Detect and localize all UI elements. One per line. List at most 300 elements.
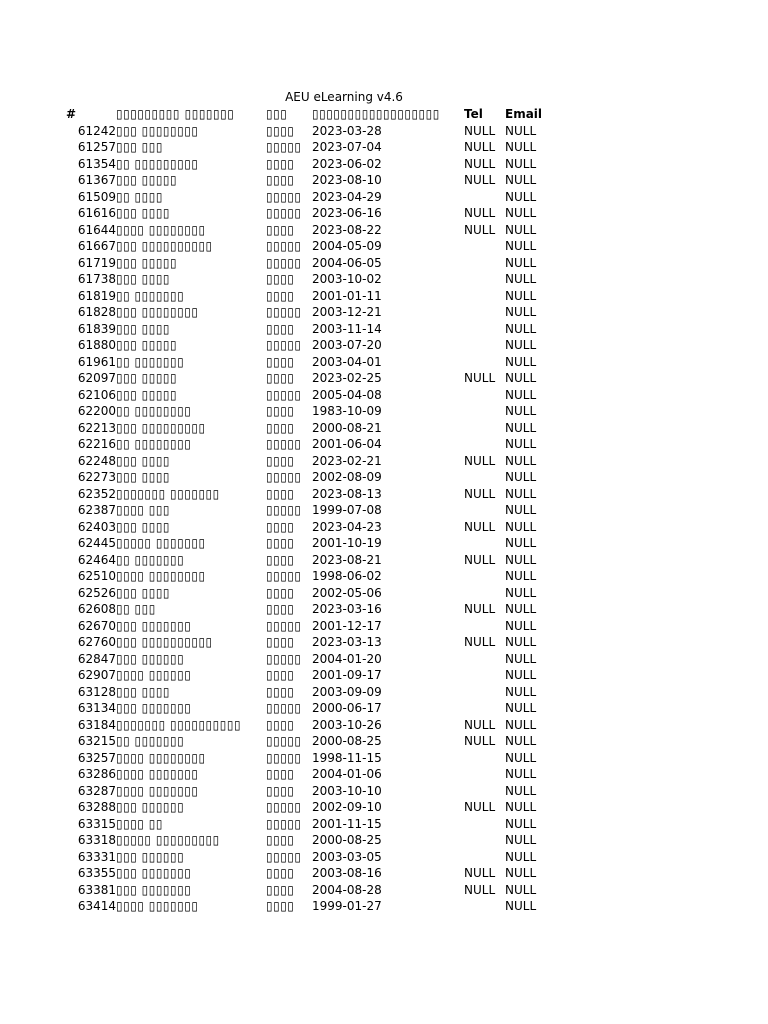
cell-email: NULL (505, 222, 537, 237)
cell-gender: ▯▯▯▯ (266, 585, 295, 600)
cell-gender: ▯▯▯▯▯ (266, 849, 302, 864)
cell-gender: ▯▯▯▯ (266, 635, 295, 649)
cell-date: 2000-08-21 (312, 420, 382, 435)
cell-tel: NULL (464, 173, 496, 187)
table-row (66, 420, 555, 437)
cell-id: 62403 (77, 519, 116, 534)
cell-email: NULL (505, 437, 537, 451)
cell-gender: ▯▯▯▯ (266, 222, 295, 237)
table-row (66, 783, 555, 800)
cell-gender: ▯▯▯▯ (266, 156, 295, 171)
cell-email: NULL (505, 569, 537, 583)
cell-gender: ▯▯▯▯ (266, 668, 295, 682)
cell-date: 2023-07-04 (312, 140, 382, 154)
table-row (66, 832, 555, 849)
cell-name: ▯▯▯ ▯▯▯▯▯▯▯ (116, 618, 192, 633)
cell-tel: NULL (464, 552, 496, 567)
cell-tel (464, 304, 505, 321)
cell-date: 2023-03-13 (312, 635, 382, 649)
cell-gender: ▯▯▯▯ (266, 767, 295, 781)
cell-name: ▯▯ ▯▯▯▯▯▯▯ (116, 354, 185, 369)
cell-email: NULL (505, 618, 537, 633)
table-row (66, 156, 555, 173)
cell-id: 61719 (77, 255, 116, 270)
cell-date: 2001-06-04 (312, 437, 382, 451)
cell-gender: ▯▯▯▯ (266, 173, 295, 187)
table-row (66, 717, 555, 734)
cell-id: 62670 (77, 618, 116, 633)
cell-id: 62213 (77, 420, 116, 435)
cell-name: ▯▯▯ ▯▯▯▯ (116, 321, 171, 336)
cell-date: 2023-03-16 (312, 602, 382, 616)
cell-email: NULL (505, 140, 537, 154)
cell-name: ▯▯▯▯ ▯▯▯▯▯▯▯▯ (116, 569, 206, 583)
cell-gender: ▯▯▯▯ (266, 717, 295, 732)
table-row (66, 733, 555, 750)
cell-id: 63134 (77, 701, 116, 715)
cell-id: 62352 (77, 486, 116, 501)
cell-gender: ▯▯▯▯ (266, 371, 295, 385)
cell-date: 2023-02-21 (312, 453, 382, 468)
cell-date: 2023-06-02 (312, 156, 382, 171)
cell-id: 62248 (77, 453, 116, 468)
cell-date: 1983-10-09 (312, 404, 382, 418)
cell-id: 63331 (77, 849, 116, 864)
cell-id: 61616 (77, 206, 116, 220)
cell-email: NULL (505, 189, 537, 204)
cell-gender: ▯▯▯▯ (266, 354, 295, 369)
cell-gender: ▯▯▯▯▯ (266, 750, 302, 765)
cell-tel (464, 255, 505, 272)
cell-id: 61839 (77, 321, 116, 336)
cell-gender: ▯▯▯▯▯ (266, 189, 302, 204)
cell-name: ▯▯▯ ▯▯▯▯▯▯▯▯▯▯ (116, 239, 213, 253)
cell-date: 2003-07-20 (312, 338, 382, 352)
cell-email: NULL (505, 536, 537, 550)
cell-email: NULL (505, 882, 537, 897)
table-row (66, 651, 555, 668)
cell-date: 2000-08-25 (312, 833, 382, 847)
cell-id: 61961 (77, 354, 116, 369)
table-row (66, 865, 555, 882)
table-row (66, 123, 555, 140)
cell-email: NULL (505, 305, 537, 319)
cell-date: 2023-02-25 (312, 371, 382, 385)
table-row (66, 321, 555, 338)
cell-email: NULL (505, 404, 537, 418)
cell-email: NULL (505, 486, 537, 501)
table-row (66, 255, 555, 272)
cell-name: ▯▯▯ ▯▯▯▯▯ (116, 387, 178, 402)
cell-gender: ▯▯▯▯▯ (266, 503, 302, 517)
cell-tel: NULL (464, 123, 496, 138)
cell-email: NULL (505, 767, 537, 781)
column-header-gender: ▯▯▯ (266, 107, 288, 121)
cell-tel (464, 700, 505, 717)
table-row (66, 585, 555, 602)
table-row (66, 486, 555, 503)
cell-id: 61828 (77, 305, 116, 319)
table-row (66, 634, 555, 651)
cell-email: NULL (505, 123, 537, 138)
column-header-id: # (66, 107, 77, 121)
cell-date: 2003-10-10 (312, 783, 382, 798)
cell-name: ▯▯▯ ▯▯▯▯ (116, 684, 171, 699)
cell-email: NULL (505, 833, 537, 847)
column-header-email: Email (505, 107, 543, 121)
cell-id: 61509 (77, 189, 116, 204)
cell-email: NULL (505, 899, 537, 913)
cell-email: NULL (505, 701, 537, 715)
cell-name: ▯▯▯▯▯▯▯ ▯▯▯▯▯▯▯▯▯▯ (116, 717, 242, 732)
cell-date: 1998-06-02 (312, 569, 382, 583)
table-row (66, 816, 555, 833)
cell-id: 62273 (77, 470, 116, 484)
cell-name: ▯▯▯ ▯▯▯▯▯▯▯▯ (116, 305, 199, 319)
cell-gender: ▯▯▯▯▯ (266, 701, 302, 715)
cell-gender: ▯▯▯▯▯ (266, 651, 302, 666)
cell-gender: ▯▯▯▯▯ (266, 305, 302, 319)
cell-id: 61738 (77, 272, 116, 286)
table-row (66, 618, 555, 635)
cell-gender: ▯▯▯▯ (266, 123, 295, 138)
cell-email: NULL (505, 849, 537, 864)
cell-tel: NULL (464, 453, 496, 468)
cell-email: NULL (505, 750, 537, 765)
cell-tel: NULL (464, 717, 496, 732)
cell-tel: NULL (464, 206, 496, 220)
cell-tel: NULL (464, 371, 496, 385)
cell-date: 2023-08-13 (312, 486, 382, 501)
cell-id: 62760 (77, 635, 116, 649)
table-row (66, 271, 555, 288)
cell-email: NULL (505, 552, 537, 567)
cell-gender: ▯▯▯▯▯ (266, 800, 302, 814)
cell-name: ▯▯▯ ▯▯▯▯▯▯▯▯▯ (116, 420, 206, 435)
cell-name: ▯▯▯▯ ▯▯▯▯▯▯▯ (116, 767, 199, 781)
cell-tel (464, 618, 505, 635)
table-row (66, 667, 555, 684)
cell-email: NULL (505, 387, 537, 402)
cell-email: NULL (505, 470, 537, 484)
table-row (66, 403, 555, 420)
cell-date: 2003-10-02 (312, 272, 382, 286)
cell-date: 2002-09-10 (312, 800, 382, 814)
cell-id: 63381 (77, 882, 116, 897)
cell-email: NULL (505, 503, 537, 517)
table-row (66, 354, 555, 371)
cell-gender: ▯▯▯▯▯ (266, 734, 302, 748)
table-row (66, 304, 555, 321)
cell-email: NULL (505, 866, 537, 880)
cell-tel (464, 354, 505, 371)
cell-email: NULL (505, 338, 537, 352)
table-row (66, 601, 555, 618)
cell-gender: ▯▯▯▯ (266, 519, 295, 534)
cell-id: 61667 (77, 239, 116, 253)
cell-date: 1999-07-08 (312, 503, 382, 517)
cell-date: 2003-11-14 (312, 321, 382, 336)
cell-tel (464, 271, 505, 288)
cell-date: 2003-08-16 (312, 866, 382, 880)
cell-email: NULL (505, 602, 537, 616)
cell-name: ▯▯ ▯▯▯▯▯▯▯▯▯ (116, 156, 199, 171)
cell-tel (464, 238, 505, 255)
cell-name: ▯▯▯ ▯▯▯▯ (116, 470, 171, 484)
table-row (66, 535, 555, 552)
cell-email: NULL (505, 420, 537, 435)
cell-email: NULL (505, 635, 537, 649)
cell-tel: NULL (464, 635, 496, 649)
cell-id: 62847 (77, 651, 116, 666)
cell-email: NULL (505, 800, 537, 814)
table-row (66, 222, 555, 239)
cell-email: NULL (505, 651, 537, 666)
cell-tel (464, 651, 505, 668)
report-title: AEU eLearning v4.6 (285, 90, 403, 104)
cell-date: 2003-04-01 (312, 354, 382, 369)
cell-id: 63414 (77, 899, 116, 913)
table-row (66, 750, 555, 767)
cell-email: NULL (505, 255, 537, 270)
column-header-date: ▯▯▯▯▯▯▯▯▯▯▯▯▯▯▯▯▯▯ (312, 107, 440, 121)
cell-name: ▯▯▯ ▯▯▯ (116, 140, 163, 154)
cell-email: NULL (505, 783, 537, 798)
cell-gender: ▯▯▯▯ (266, 833, 295, 847)
cell-id: 62464 (77, 552, 116, 567)
cell-tel (464, 436, 505, 453)
cell-date: 2000-08-25 (312, 734, 382, 748)
cell-id: 63355 (77, 866, 116, 880)
cell-tel (464, 684, 505, 701)
cell-id: 63184 (77, 717, 116, 732)
table-row (66, 882, 555, 899)
cell-name: ▯▯▯ ▯▯▯▯▯▯▯ (116, 701, 192, 715)
table-row (66, 849, 555, 866)
table-row (66, 205, 555, 222)
cell-gender: ▯▯▯▯▯ (266, 239, 302, 253)
cell-email: NULL (505, 354, 537, 369)
cell-tel: NULL (464, 882, 496, 897)
table-row (66, 684, 555, 701)
cell-tel: NULL (464, 866, 496, 880)
table-row (66, 172, 555, 189)
cell-tel (464, 816, 505, 833)
cell-date: 2001-01-11 (312, 288, 382, 303)
table-row (66, 453, 555, 470)
cell-tel (464, 502, 505, 519)
cell-tel: NULL (464, 734, 496, 748)
cell-email: NULL (505, 239, 537, 253)
cell-id: 63286 (77, 767, 116, 781)
cell-name: ▯▯ ▯▯▯▯▯▯▯ (116, 288, 185, 303)
cell-name: ▯▯ ▯▯▯▯▯▯▯ (116, 734, 185, 748)
cell-gender: ▯▯▯▯ (266, 552, 295, 567)
cell-name: ▯▯▯▯ ▯▯ (116, 816, 163, 831)
cell-gender: ▯▯▯▯ (266, 783, 295, 798)
table-row (66, 700, 555, 717)
cell-tel: NULL (464, 140, 496, 154)
cell-id: 61819 (77, 288, 116, 303)
cell-id: 62097 (77, 371, 116, 385)
cell-gender: ▯▯▯▯ (266, 899, 295, 913)
cell-id: 62907 (77, 668, 116, 682)
cell-date: 2004-06-05 (312, 255, 382, 270)
table-row (66, 552, 555, 569)
cell-tel: NULL (464, 519, 496, 534)
cell-date: 2001-09-17 (312, 668, 382, 682)
cell-id: 63288 (77, 800, 116, 814)
cell-gender: ▯▯▯▯ (266, 882, 295, 897)
cell-id: 63128 (77, 684, 116, 699)
cell-email: NULL (505, 371, 537, 385)
cell-gender: ▯▯▯▯ (266, 684, 295, 699)
cell-gender: ▯▯▯▯▯ (266, 618, 302, 633)
cell-tel (464, 568, 505, 585)
cell-gender: ▯▯▯▯ (266, 536, 295, 550)
cell-tel (464, 898, 505, 915)
cell-name: ▯▯▯ ▯▯▯▯▯▯▯▯ (116, 123, 199, 138)
cell-id: 61367 (77, 173, 116, 187)
table-row (66, 337, 555, 354)
cell-gender: ▯▯▯▯ (266, 404, 295, 418)
cell-email: NULL (505, 453, 537, 468)
cell-name: ▯▯▯▯▯ ▯▯▯▯▯▯▯▯▯ (116, 833, 220, 847)
cell-tel: NULL (464, 156, 496, 171)
cell-name: ▯▯▯▯ ▯▯▯▯▯▯▯▯ (116, 222, 206, 237)
cell-tel (464, 766, 505, 783)
cell-email: NULL (505, 272, 537, 286)
cell-id: 63215 (77, 734, 116, 748)
cell-date: 2023-04-29 (312, 189, 382, 204)
cell-id: 61644 (77, 222, 116, 237)
cell-name: ▯▯▯▯ ▯▯▯▯▯▯▯ (116, 899, 199, 913)
cell-date: 2001-11-15 (312, 816, 382, 831)
cell-date: 2023-03-28 (312, 123, 382, 138)
cell-name: ▯▯▯ ▯▯▯▯▯ (116, 173, 178, 187)
cell-date: 2001-10-19 (312, 536, 382, 550)
cell-name: ▯▯▯▯ ▯▯▯▯▯▯▯▯ (116, 750, 206, 765)
table-row (66, 189, 555, 206)
cell-gender: ▯▯▯▯▯ (266, 470, 302, 484)
cell-tel (464, 667, 505, 684)
cell-gender: ▯▯▯▯ (266, 272, 295, 286)
cell-email: NULL (505, 816, 537, 831)
cell-id: 61354 (77, 156, 116, 171)
cell-date: 2003-12-21 (312, 305, 382, 319)
cell-gender: ▯▯▯▯▯ (266, 569, 302, 583)
cell-name: ▯▯▯ ▯▯▯▯▯ (116, 371, 178, 385)
cell-id: 62216 (77, 437, 116, 451)
table-row (66, 766, 555, 783)
cell-date: 2023-06-16 (312, 206, 382, 220)
cell-gender: ▯▯▯▯▯ (266, 387, 302, 402)
cell-tel (464, 321, 505, 338)
cell-date: 2002-05-06 (312, 585, 382, 600)
cell-name: ▯▯▯ ▯▯▯▯▯▯ (116, 651, 185, 666)
cell-name: ▯▯▯ ▯▯▯▯ (116, 453, 171, 468)
cell-email: NULL (505, 173, 537, 187)
cell-gender: ▯▯▯▯ (266, 453, 295, 468)
cell-name: ▯▯▯ ▯▯▯▯▯▯ (116, 849, 185, 864)
cell-email: NULL (505, 585, 537, 600)
cell-id: 61880 (77, 338, 116, 352)
cell-email: NULL (505, 734, 537, 748)
cell-gender: ▯▯▯▯▯ (266, 338, 302, 352)
table-row (66, 370, 555, 387)
cell-date: 2003-09-09 (312, 684, 382, 699)
cell-date: 1999-01-27 (312, 899, 382, 913)
cell-id: 63315 (77, 816, 116, 831)
cell-tel (464, 783, 505, 800)
cell-email: NULL (505, 717, 537, 732)
cell-id: 62526 (77, 585, 116, 600)
cell-date: 1998-11-15 (312, 750, 382, 765)
cell-tel (464, 189, 505, 206)
cell-id: 63257 (77, 750, 116, 765)
cell-email: NULL (505, 288, 537, 303)
cell-tel (464, 535, 505, 552)
column-header-name: ▯▯▯▯▯▯▯▯▯ ▯▯▯▯▯▯▯ (116, 107, 235, 121)
table-row (66, 502, 555, 519)
table-row (66, 469, 555, 486)
table-row (66, 288, 555, 305)
cell-id: 62387 (77, 503, 116, 517)
cell-name: ▯▯▯▯ ▯▯▯▯▯▯ (116, 668, 192, 682)
cell-date: 2023-08-22 (312, 222, 382, 237)
cell-id: 62608 (77, 602, 116, 616)
cell-name: ▯▯▯ ▯▯▯▯ (116, 272, 171, 286)
cell-name: ▯▯ ▯▯▯▯▯▯▯▯ (116, 404, 192, 418)
cell-date: 2004-08-28 (312, 882, 382, 897)
cell-id: 62510 (77, 569, 116, 583)
cell-date: 2023-08-21 (312, 552, 382, 567)
table-row (66, 519, 555, 536)
cell-name: ▯▯ ▯▯▯ (116, 602, 156, 616)
cell-name: ▯▯▯ ▯▯▯▯▯▯ (116, 800, 185, 814)
cell-id: 62445 (77, 536, 116, 550)
table-row (66, 387, 555, 404)
cell-gender: ▯▯▯▯ (266, 602, 295, 616)
cell-gender: ▯▯▯▯▯ (266, 255, 302, 270)
table-row (66, 799, 555, 816)
cell-date: 2023-08-10 (312, 173, 382, 187)
cell-date: 2000-06-17 (312, 701, 382, 715)
cell-name: ▯▯ ▯▯▯▯▯▯▯ (116, 552, 185, 567)
cell-date: 2023-04-23 (312, 519, 382, 534)
cell-tel: NULL (464, 602, 496, 616)
cell-date: 2005-04-08 (312, 387, 382, 402)
cell-tel (464, 420, 505, 437)
cell-email: NULL (505, 156, 537, 171)
cell-email: NULL (505, 668, 537, 682)
cell-id: 62200 (77, 404, 116, 418)
cell-gender: ▯▯▯▯▯ (266, 816, 302, 831)
cell-id: 63287 (77, 783, 116, 798)
cell-date: 2004-01-20 (312, 651, 382, 666)
cell-email: NULL (505, 206, 537, 220)
cell-gender: ▯▯▯▯▯ (266, 437, 302, 451)
table-row (66, 238, 555, 255)
cell-id: 61257 (77, 140, 116, 154)
cell-tel: NULL (464, 222, 496, 237)
cell-name: ▯▯▯ ▯▯▯▯▯▯▯▯▯▯ (116, 635, 213, 649)
table-row (66, 139, 555, 156)
cell-date: 2003-10-26 (312, 717, 382, 732)
cell-name: ▯▯▯▯▯ ▯▯▯▯▯▯▯ (116, 536, 206, 550)
cell-name: ▯▯▯ ▯▯▯▯▯ (116, 338, 178, 352)
cell-id: 63318 (77, 833, 116, 847)
